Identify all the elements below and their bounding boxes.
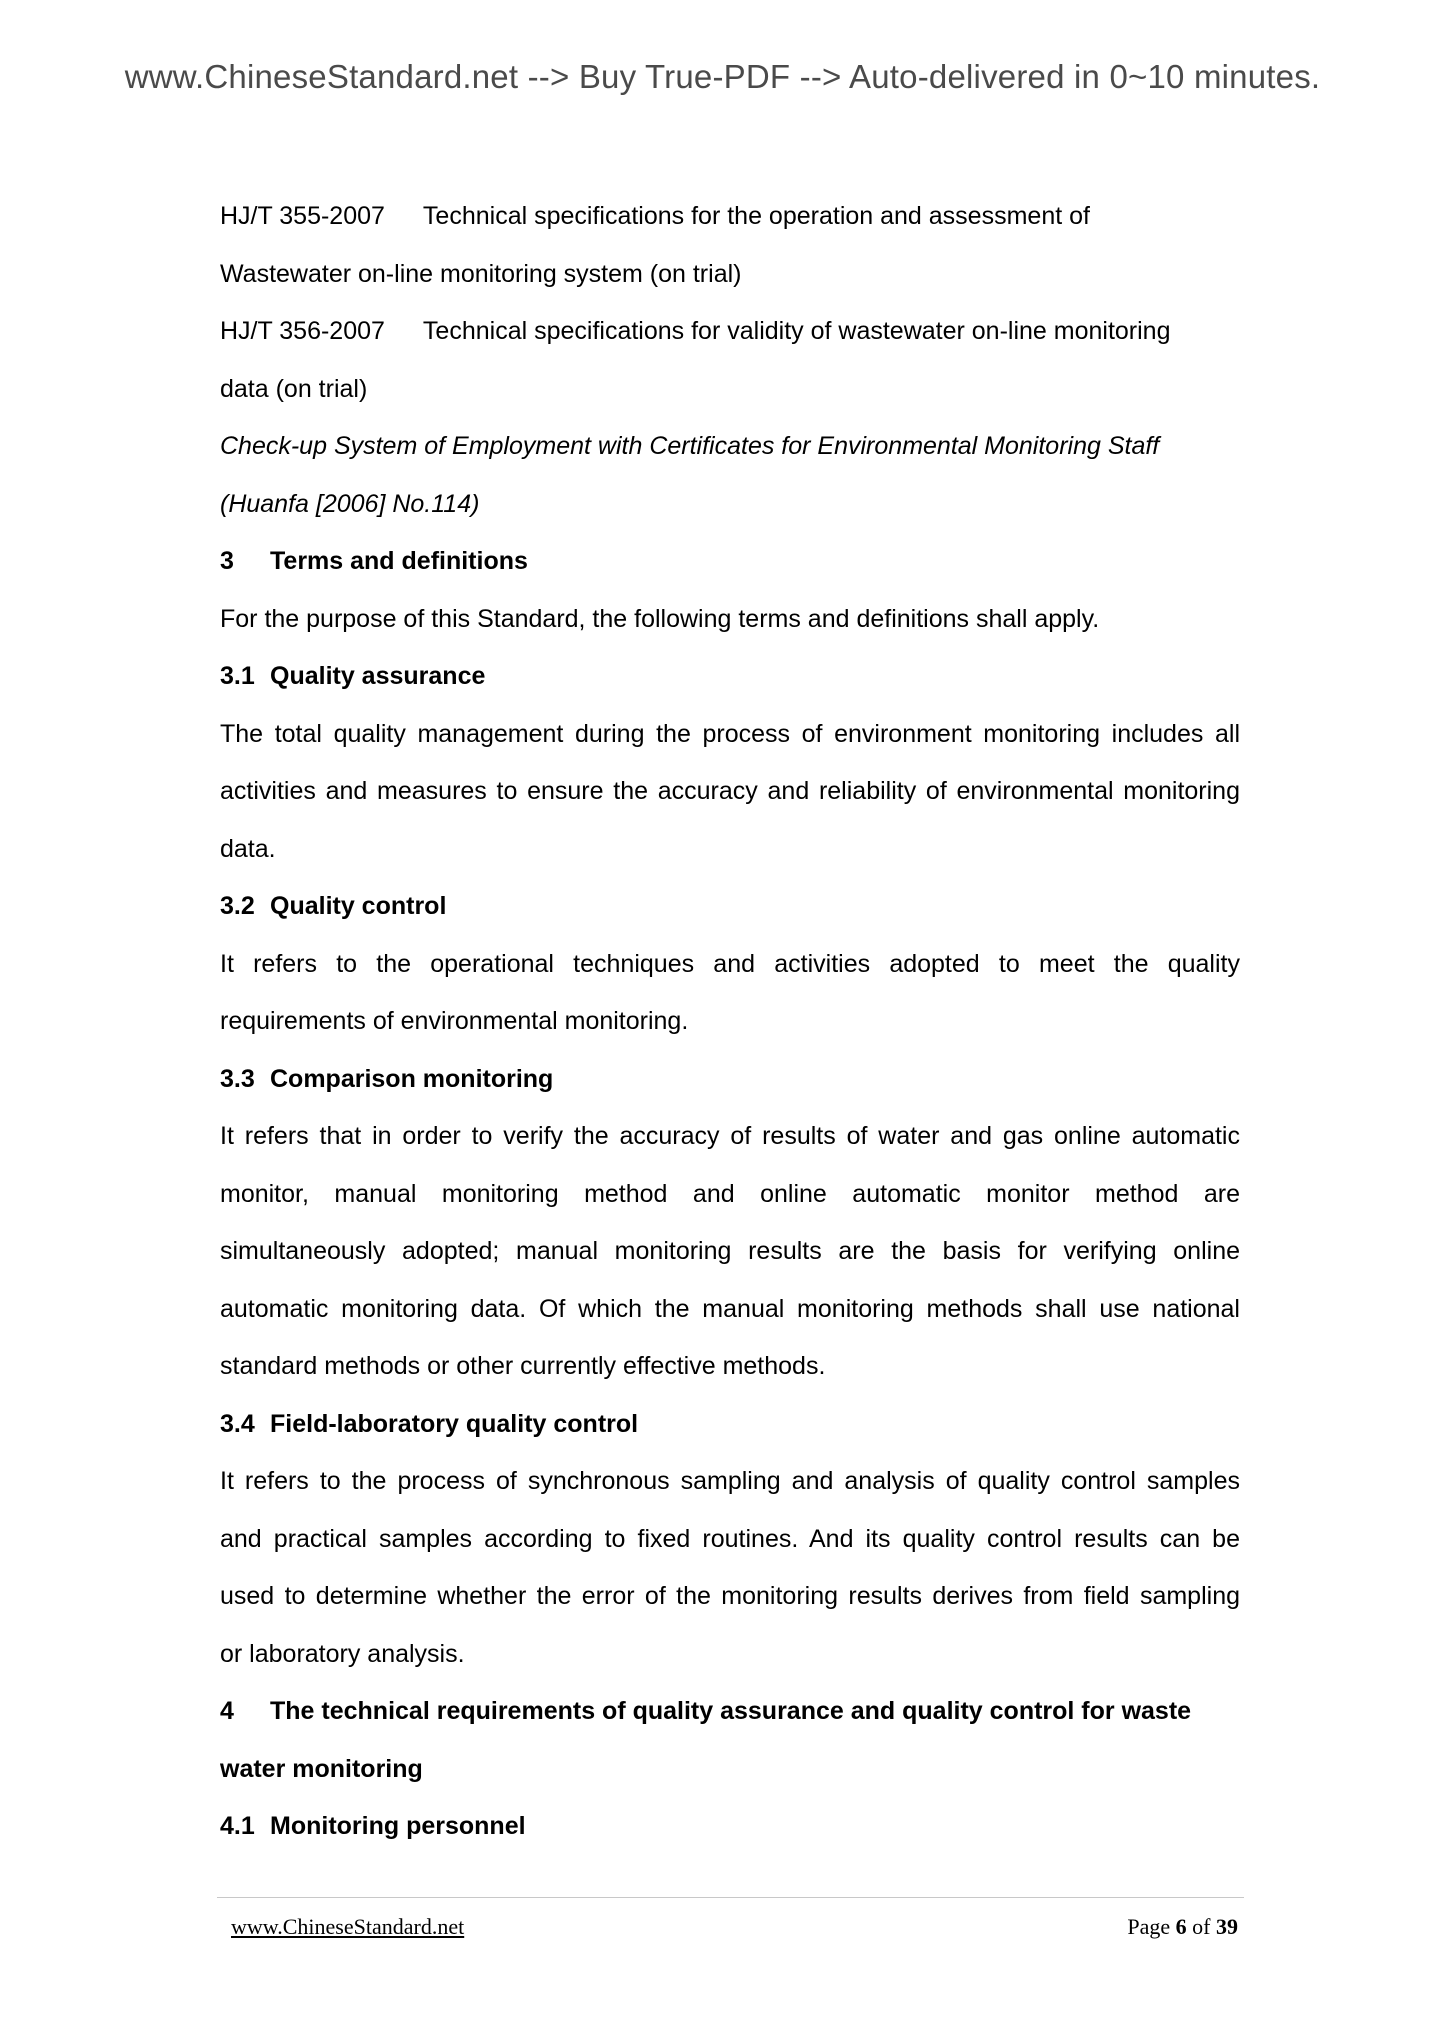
paragraph-line: automatic monitoring data. Of which the manual monitoring methods shall use national: [220, 1294, 1240, 1323]
paragraph-line: used to determine whether the error of the monitoring results derives from field sampling: [220, 1582, 1240, 1610]
ref-code: HJ/T 356-2007: [220, 317, 385, 345]
section-heading: [220, 533, 1240, 591]
footer-site-link[interactable]: www.ChineseStandard.net: [231, 1914, 465, 1939]
section-title-continued: water monitoring: [220, 1754, 423, 1783]
paragraph: For the purpose of this Standard, the following terms and definitions shall apply.: [220, 604, 1100, 633]
subsection-title: Monitoring personnel: [270, 1812, 526, 1840]
section-heading: [220, 1683, 1240, 1741]
paragraph-line: activities and measures to ensure the accuracy and reliability of environmental monitoring: [220, 777, 1240, 805]
paragraph-line: It refers that in order to verify the accuracy of results of water and gas online automatic: [220, 1122, 1240, 1150]
ref-title-continued: Wastewater on-line monitoring system (on trial): [220, 259, 742, 288]
page-prefix: Page: [1127, 1914, 1171, 1939]
ref-hjt356: [220, 303, 1240, 361]
section-number: 4: [220, 1697, 234, 1725]
subsection-title: Quality control: [270, 892, 447, 920]
top-banner: www.ChineseStandard.net --> Buy True-PDF --> Auto-delivered in 0~10 minutes.: [124, 58, 1321, 95]
subsection-number: 3.4: [220, 1409, 255, 1438]
paragraph-line: requirements of environmental monitoring.: [220, 1007, 689, 1035]
page-current: 6: [1175, 1914, 1187, 1939]
ref-hjt355: [220, 188, 1240, 246]
page-indicator: [1127, 1914, 1238, 1940]
paragraph-line: standard methods or other currently effective methods.: [220, 1352, 826, 1380]
document-body: [220, 188, 1240, 1856]
section-title: Terms and definitions: [270, 547, 528, 575]
paragraph-line: monitor, manual monitoring method and online automatic monitor method are: [220, 1179, 1240, 1208]
footer-divider: [217, 1897, 1244, 1898]
page-of: of: [1192, 1914, 1211, 1939]
subsection-heading: [220, 648, 1240, 706]
page-total: 39: [1216, 1914, 1238, 1939]
subsection-title: Comparison monitoring: [270, 1064, 554, 1093]
ref-code: HJ/T 355-2007: [220, 202, 385, 230]
ref-title: Technical specifications for the operation and assessment of: [422, 202, 1090, 230]
paragraph-line: or laboratory analysis.: [220, 1639, 465, 1668]
subsection-heading: [220, 1396, 1240, 1454]
subsection-heading: [220, 878, 1240, 936]
subsection-heading: [220, 1051, 1240, 1109]
paragraph-line: data.: [220, 834, 276, 863]
ref-title-continued: data (on trial): [220, 374, 368, 403]
paragraph-line: simultaneously adopted; manual monitoring results are the basis for verifying online: [220, 1237, 1240, 1265]
subsection-title: Quality assurance: [270, 662, 486, 690]
paragraph-line: The total quality management during the process of environment monitoring includes all: [220, 719, 1240, 748]
ref-checkup-system: Check-up System of Employment with Certificates for Environmental Monitoring Staff: [220, 432, 1160, 460]
subsection-title: Field-laboratory quality control: [270, 1409, 639, 1438]
subsection-number: 3.3: [220, 1064, 255, 1093]
paragraph-line: It refers to the process of synchronous sampling and analysis of quality control samples: [220, 1467, 1240, 1495]
section-number: 3: [220, 547, 234, 575]
subsection-number: 3.2: [220, 892, 255, 920]
subsection-number: 4.1: [220, 1812, 255, 1840]
section-title: The technical requirements of quality assurance and quality control for waste: [270, 1697, 1192, 1725]
paragraph-line: and practical samples according to fixed routines. And its quality control results can be: [220, 1524, 1240, 1553]
subsection-heading: [220, 1798, 1240, 1856]
ref-checkup-number: (Huanfa [2006] No.114): [220, 489, 480, 518]
subsection-number: 3.1: [220, 662, 255, 690]
ref-title: Technical specifications for validity of wastewater on-line monitoring: [422, 317, 1171, 345]
paragraph-line: It refers to the operational techniques and activities adopted to meet the quality: [220, 949, 1240, 978]
